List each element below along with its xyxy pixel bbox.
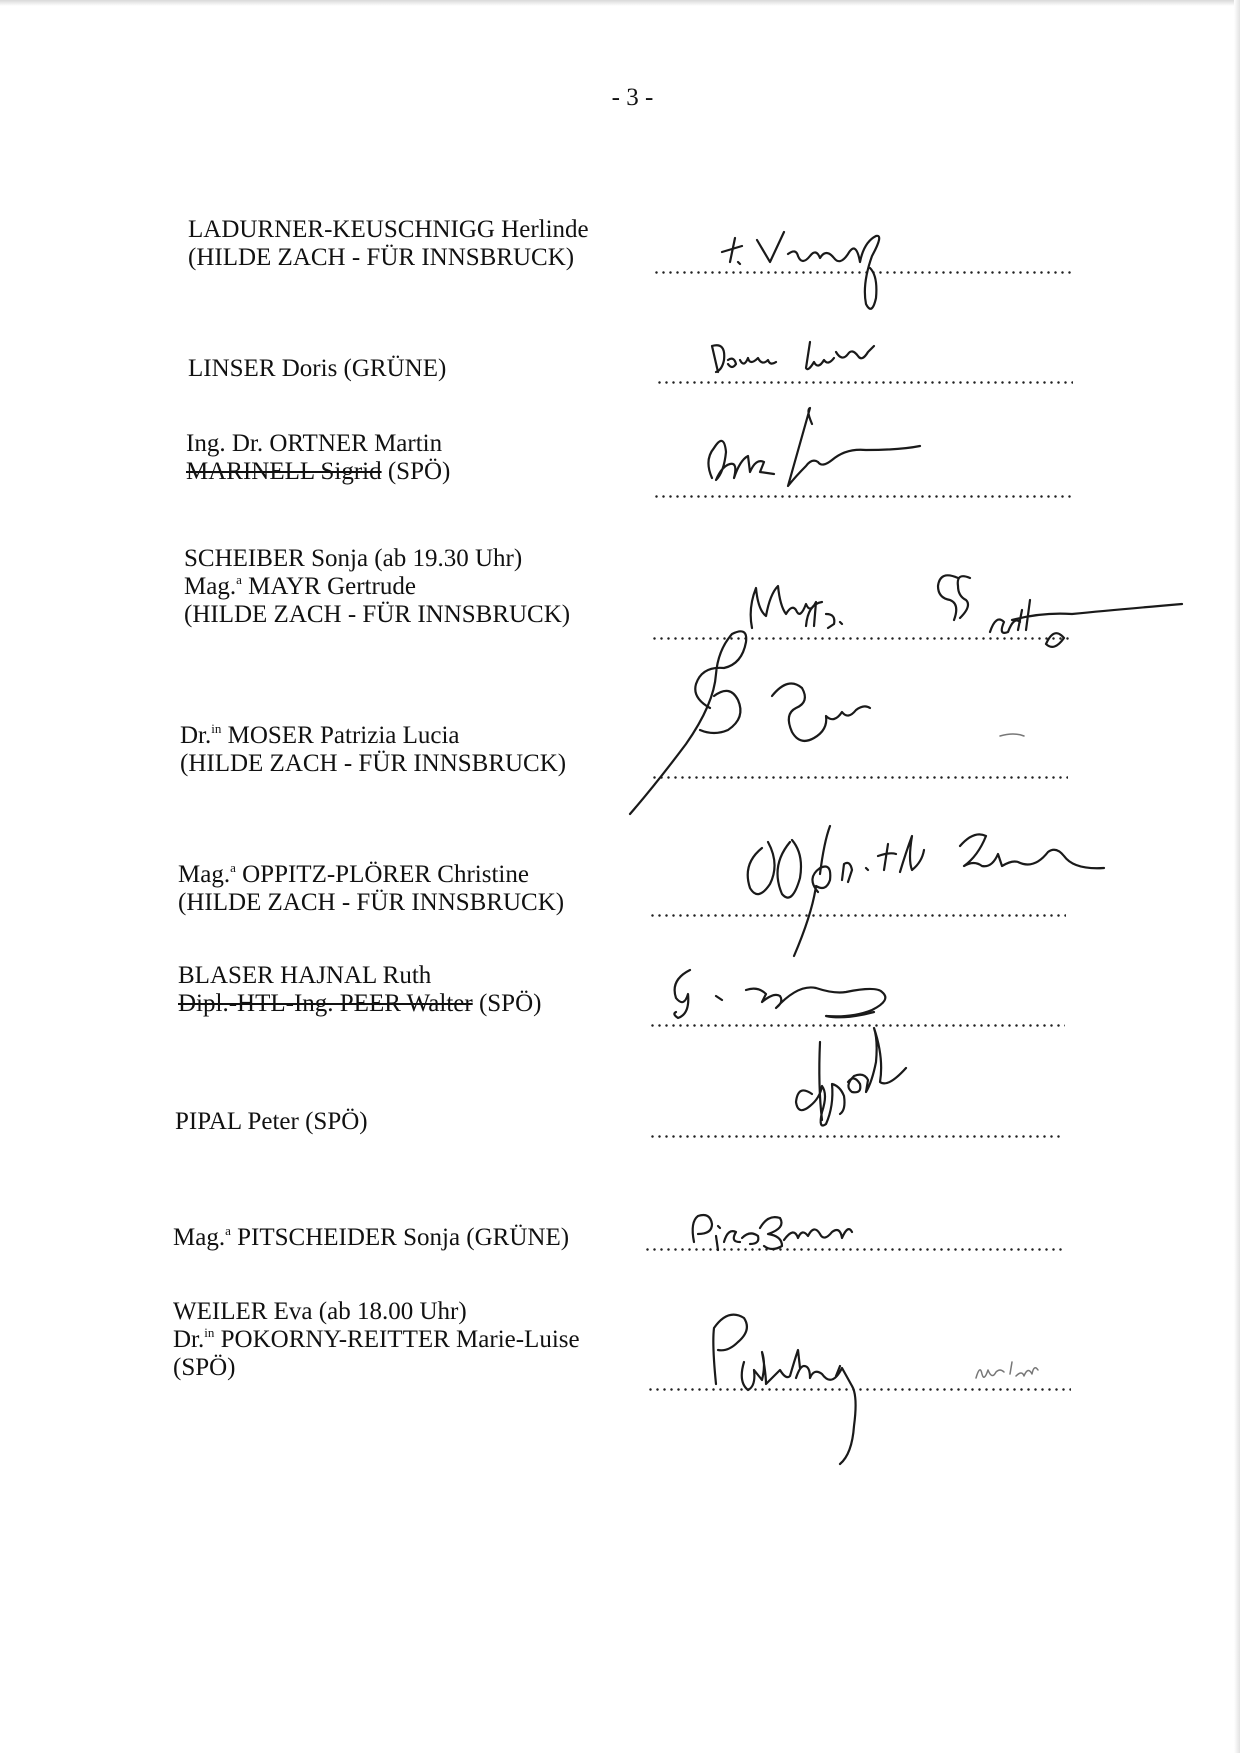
- entry-party: (SPÖ): [472, 990, 542, 1017]
- entry-name: Mag.$^a$ OPPITZ-PLÖRER Christine: [178, 859, 529, 888]
- entry-name: PIPAL Peter (SPÖ): [175, 1108, 368, 1135]
- entry-party: (SPÖ): [381, 458, 451, 485]
- entry-scheiber-mayr: [184, 545, 570, 629]
- entry-replaced-line: [186, 458, 450, 486]
- signature-line: [656, 381, 1073, 384]
- entry-name: Mag.$^a$ PITSCHEIDER Sonja (GRÜNE): [173, 1222, 570, 1251]
- signature-line: [649, 1024, 1065, 1027]
- signature-line: [649, 914, 1066, 917]
- signature-line: [644, 1248, 1063, 1251]
- entry-note: WEILER Eva (ab 18.00 Uhr): [173, 1298, 467, 1325]
- entry-replaced-line: [178, 990, 541, 1018]
- entry-linser: [188, 355, 446, 383]
- entry-pipal: [175, 1108, 368, 1136]
- entry-party: (HILDE ZACH - FÜR INNSBRUCK): [188, 244, 575, 271]
- page-number: - 3 -: [611, 84, 654, 111]
- signature-linser: [712, 342, 874, 372]
- entry-name: Ing. Dr. ORTNER Martin: [186, 430, 443, 457]
- signature-pitscheider: [693, 1215, 852, 1250]
- signature-line: [651, 776, 1068, 779]
- scan-edge-top: [0, 0, 1240, 6]
- entry-name: Dr.$^{in}$ POKORNY-REITTER Marie-Luise: [173, 1324, 580, 1353]
- signature-oppitz-ploerer: [748, 826, 1104, 956]
- entry-ortner: [186, 430, 450, 486]
- entry-moser: [180, 722, 566, 778]
- signature-ortner: [708, 408, 920, 486]
- entry-name: LADURNER-KEUSCHNIGG Herlinde: [188, 216, 589, 243]
- entry-name: LINSER Doris (GRÜNE): [188, 355, 447, 382]
- signature-line: [647, 1388, 1071, 1391]
- entry-name: Mag.$^a$ MAYR Gertrude: [184, 571, 416, 600]
- entry-oppitz-ploerer: [178, 861, 564, 917]
- entry-weiler-pokorny-reitter: [173, 1298, 580, 1382]
- scan-edge-right: [1234, 0, 1240, 1753]
- signature-blaser-hajnal: [674, 970, 885, 1018]
- entry-party: (SPÖ): [173, 1354, 236, 1381]
- signature-line: [653, 495, 1073, 498]
- signature-moser: [630, 631, 1024, 814]
- signature-line: [649, 1135, 1063, 1138]
- signature-pipal: [796, 1028, 906, 1126]
- signature-mayr: [751, 586, 842, 628]
- signature-line: [653, 271, 1073, 274]
- entry-ladurner-keuschnigg: [188, 216, 589, 272]
- signature-line: [651, 637, 1072, 640]
- entry-name: Dr.$^{in}$ MOSER Patrizia Lucia: [180, 720, 460, 749]
- entry-party: (HILDE ZACH - FÜR INNSBRUCK): [184, 601, 571, 628]
- struck-name: MARINELL Sigrid: [186, 458, 382, 485]
- entry-note: SCHEIBER Sonja (ab 19.30 Uhr): [184, 545, 523, 572]
- entry-name: BLASER HAJNAL Ruth: [178, 962, 432, 989]
- entry-pitscheider: [173, 1224, 569, 1252]
- struck-name: Dipl.-HTL-Ing. PEER Walter: [178, 990, 473, 1017]
- entry-party: (HILDE ZACH - FÜR INNSBRUCK): [178, 889, 565, 916]
- entry-blaser-hajnal: [178, 962, 541, 1018]
- entry-party: (HILDE ZACH - FÜR INNSBRUCK): [180, 750, 567, 777]
